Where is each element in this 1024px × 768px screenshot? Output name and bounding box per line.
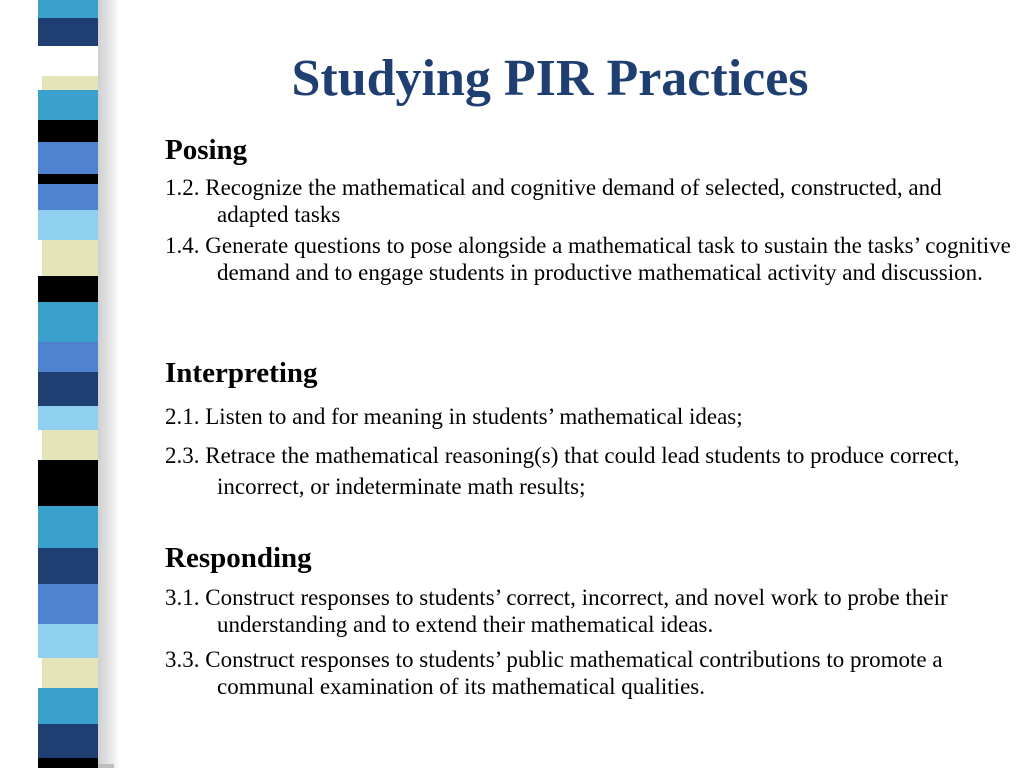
section-heading-posing: Posing	[165, 134, 248, 166]
stripe-band	[42, 430, 98, 460]
stripe-band	[38, 276, 98, 302]
list-item-1-2: 1.2. Recognize the mathematical and cognitive demand of selected, constructed, and adapted tasks	[165, 175, 942, 227]
stripe-band	[38, 584, 98, 624]
list-item-3-3: 3.3. Construct responses to students’ public mathematical contributions to promote a communal examination of its mathematical qualities.	[165, 647, 943, 699]
stripe-band	[38, 210, 98, 240]
slide-title: Studying PIR Practices	[291, 50, 809, 107]
section-heading-interpreting: Interpreting	[165, 357, 318, 389]
stripe-shadow	[98, 0, 120, 768]
list-item-2-3: 2.3. Retrace the mathematical reasoning(s) that could lead students to produce correct, incorrect, or indeterminate math results;	[165, 443, 960, 499]
stripe-band	[38, 142, 98, 174]
section-heading-responding: Responding	[165, 542, 312, 574]
stripe-band	[38, 90, 98, 120]
stripe-band	[42, 240, 98, 276]
stripe-band	[38, 120, 98, 142]
stripe-band	[38, 758, 98, 768]
list-item-1-4: 1.4. Generate questions to pose alongside a mathematical task to sustain the tasks’ cognitive demand and to engage students in productive mathematical activity and discussion.	[165, 233, 1011, 285]
stripe-band	[38, 624, 98, 658]
stripe-band	[38, 688, 98, 724]
list-item-3-1: 3.1. Construct responses to students’ correct, incorrect, and novel work to probe their understanding and to extend their mathematical ideas.	[165, 585, 948, 637]
stripe-band	[38, 460, 98, 506]
stripe-band	[38, 18, 98, 46]
stripe-band	[38, 342, 98, 372]
stripe-band	[38, 174, 98, 184]
stripe-band	[38, 548, 98, 584]
stripe-band	[42, 76, 98, 90]
stripe-band	[38, 0, 98, 18]
stripe-band	[38, 406, 98, 430]
stripe-band	[38, 372, 98, 406]
list-item-2-1: 2.1. Listen to and for meaning in students’ mathematical ideas;	[165, 404, 743, 429]
stripe-band	[38, 302, 98, 342]
stripe-band	[38, 506, 98, 548]
stripe-band	[38, 724, 98, 758]
stripe-band	[42, 658, 98, 688]
stripe-band	[38, 184, 98, 210]
stripe-band	[38, 46, 98, 76]
decorative-stripe-bar	[38, 0, 98, 768]
